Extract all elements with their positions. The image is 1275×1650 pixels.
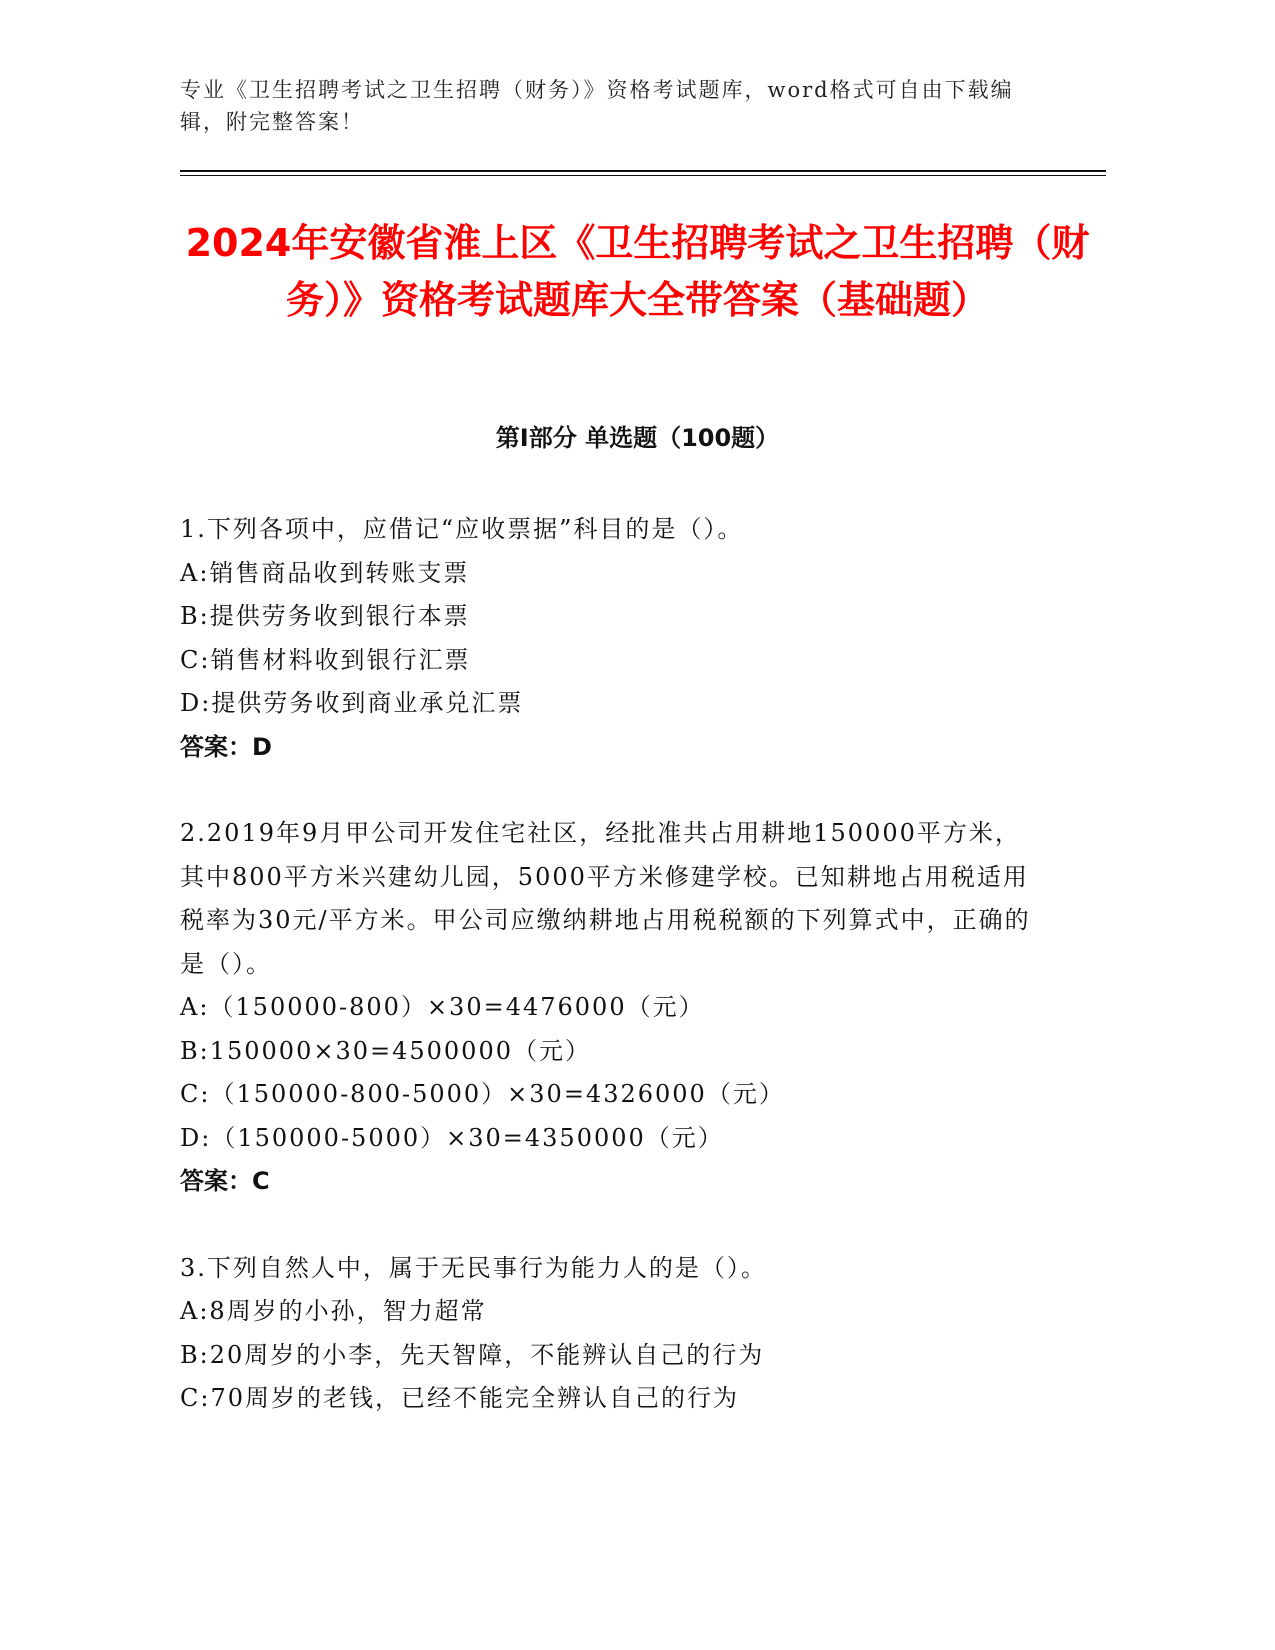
option-a: A:（150000-800）×30=4476000（元） — [180, 993, 705, 1021]
option-c: C:70周岁的老钱，已经不能完全辨认自己的行为 — [180, 1384, 739, 1412]
option-b: B:提供劳务收到银行本票 — [180, 602, 470, 630]
document-title: 2024年安徽省淮上区《卫生招聘考试之卫生招聘（财务）》资格考试题库大全带答案（基础题） — [185, 221, 1090, 322]
question-stem: 3.下列自然人中，属于无民事行为能力人的是（）。 — [180, 1253, 767, 1282]
question-stem: 2.2019年9月甲公司开发住宅社区，经批准共占用耕地150000平方米，其中800平方米兴建幼儿园，5000平方米修建学校。已知耕地占用税适用税率为30元/平方米。甲公司应缴纳耕地占用税税额的下列算式中，正确的是（）。 — [180, 819, 1031, 978]
answer-label: 答案：C — [180, 1167, 270, 1195]
answer-label: 答案：D — [180, 732, 272, 761]
option-b: B:150000×30=4500000（元） — [180, 1036, 591, 1065]
option-a: A:8周岁的小孙，智力超常 — [180, 1297, 487, 1325]
question-1 — [180, 508, 1040, 769]
header-divider-thin — [180, 175, 1106, 176]
option-b: B:20周岁的小李，先天智障，不能辨认自己的行为 — [180, 1340, 765, 1369]
option-d: D:提供劳务收到商业承兑汇票 — [180, 689, 524, 717]
option-c: C:（150000-800-5000）×30=4326000（元） — [180, 1080, 785, 1108]
option-c: C:销售材料收到银行汇票 — [180, 645, 471, 674]
question-3 — [180, 1247, 1040, 1421]
header-note: 专业《卫生招聘考试之卫生招聘（财务）》资格考试题库，word格式可自由下载编辑，附完整答案！ — [180, 78, 1014, 134]
question-stem: 1.下列各项中，应借记“应收票据”科目的是（）。 — [180, 515, 744, 543]
option-d: D:（150000-5000）×30=4350000（元） — [180, 1123, 724, 1152]
question-2 — [180, 812, 1040, 1204]
section-heading: 第I部分 单选题（100题） — [495, 424, 780, 452]
question-list — [180, 508, 1040, 1464]
header-divider — [180, 170, 1106, 172]
option-a: A:销售商品收到转账支票 — [180, 558, 470, 587]
